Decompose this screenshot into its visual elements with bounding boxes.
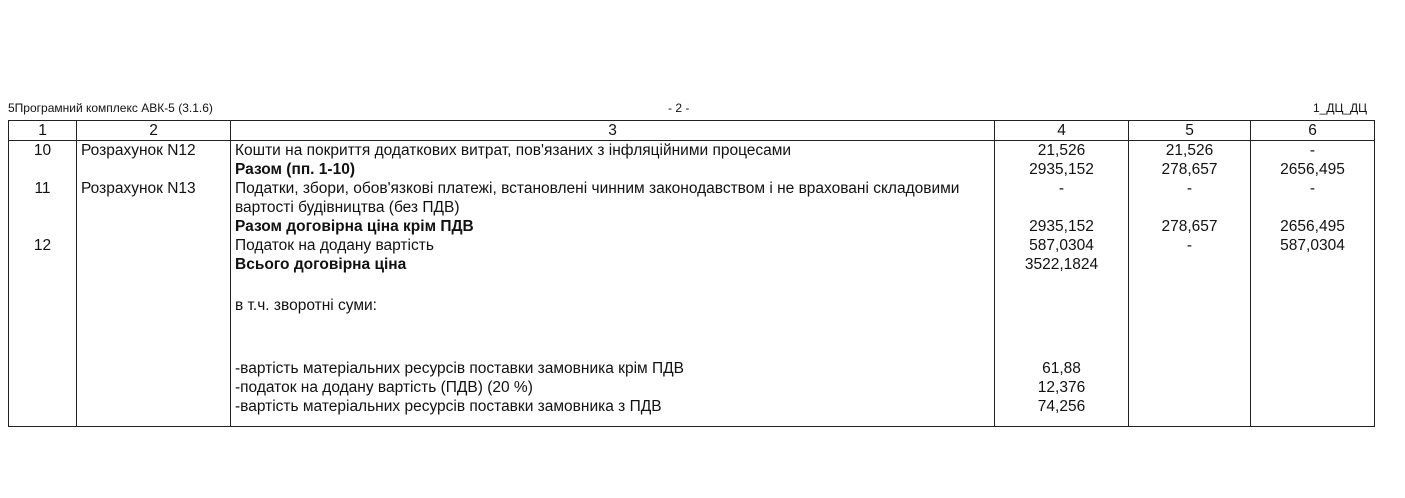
- calculation-ref: [77, 397, 231, 416]
- value-col-5: [1129, 397, 1251, 416]
- value-col-5: -: [1129, 179, 1251, 217]
- value-col-5: 21,526: [1129, 141, 1251, 161]
- page-number: - 2 -: [668, 101, 690, 115]
- spacer-row: [9, 416, 1375, 427]
- value-col-4: [995, 296, 1129, 315]
- calculation-ref: [77, 296, 231, 315]
- value-col-4: 2935,152: [995, 160, 1129, 179]
- document-code: 1_ДЦ_ДЦ: [1312, 101, 1367, 115]
- value-col-6: [1251, 255, 1375, 274]
- row-description: Разом договірна ціна крім ПДВ: [231, 217, 995, 236]
- value-col-6: [1251, 378, 1375, 397]
- value-col-6: 587,0304: [1251, 236, 1375, 255]
- row-number: 11: [9, 179, 77, 217]
- table-row: [9, 236, 1375, 255]
- value-col-6: 2656,495: [1251, 160, 1375, 179]
- row-number: 10: [9, 141, 77, 161]
- calculation-ref: Розрахунок N13: [77, 179, 231, 217]
- value-col-4: 61,88: [995, 359, 1129, 378]
- table-row: [9, 359, 1375, 378]
- table-row: [9, 141, 1375, 161]
- value-col-4: 587,0304: [995, 236, 1129, 255]
- page-header: [0, 101, 1405, 117]
- value-col-5: [1129, 378, 1251, 397]
- value-col-6: [1251, 359, 1375, 378]
- value-col-5: -: [1129, 236, 1251, 255]
- value-col-5: [1129, 359, 1251, 378]
- table-row: [9, 296, 1375, 315]
- value-col-6: -: [1251, 141, 1375, 161]
- value-col-6: [1251, 296, 1375, 315]
- calculation-ref: [77, 236, 231, 255]
- calculation-ref: [77, 255, 231, 274]
- value-col-4: 3522,1824: [995, 255, 1129, 274]
- estimate-table: [8, 120, 1375, 427]
- col-header-6: 6: [1251, 121, 1375, 141]
- value-col-4: 2935,152: [995, 217, 1129, 236]
- row-description: Кошти на покриття додаткових витрат, пов'язаних з інфляційними процесами: [231, 141, 995, 161]
- row-number: [9, 378, 77, 397]
- col-header-2: 2: [77, 121, 231, 141]
- value-col-6: [1251, 397, 1375, 416]
- calculation-ref: [77, 217, 231, 236]
- table-row: [9, 378, 1375, 397]
- value-col-6: 2656,495: [1251, 217, 1375, 236]
- row-number: [9, 296, 77, 315]
- software-name: 5Програмний комплекс АВК-5 (3.1.6): [8, 101, 213, 115]
- row-number: [9, 217, 77, 236]
- value-col-6: -: [1251, 179, 1375, 217]
- col-header-3: 3: [231, 121, 995, 141]
- row-description: Всього договірна ціна: [231, 255, 995, 274]
- table-row: [9, 217, 1375, 236]
- value-col-4: 21,526: [995, 141, 1129, 161]
- row-number: [9, 359, 77, 378]
- col-header-4: 4: [995, 121, 1129, 141]
- table-row: [9, 179, 1375, 217]
- table-row: [9, 255, 1375, 274]
- col-header-1: 1: [9, 121, 77, 141]
- row-description: -вартість матеріальних ресурсів поставки замовника з ПДВ: [231, 397, 995, 416]
- value-col-4: 12,376: [995, 378, 1129, 397]
- calculation-ref: [77, 160, 231, 179]
- row-description: -вартість матеріальних ресурсів поставки замовника крім ПДВ: [231, 359, 995, 378]
- value-col-5: 278,657: [1129, 160, 1251, 179]
- table-row: [9, 397, 1375, 416]
- row-description: -податок на додану вартість (ПДВ) (20 %): [231, 378, 995, 397]
- value-col-5: 278,657: [1129, 217, 1251, 236]
- spacer-row: [9, 274, 1375, 296]
- row-description: в т.ч. зворотні суми:: [231, 296, 995, 315]
- table-row: [9, 160, 1375, 179]
- row-number: [9, 397, 77, 416]
- value-col-5: [1129, 296, 1251, 315]
- row-number: [9, 255, 77, 274]
- row-description: Податки, збори, обов'язкові платежі, встановлені чинним законодавством і не враховані складовими вартості будівництва (без ПДВ): [231, 179, 995, 217]
- col-header-5: 5: [1129, 121, 1251, 141]
- row-description: Податок на додану вартість: [231, 236, 995, 255]
- row-number: 12: [9, 236, 77, 255]
- calculation-ref: Розрахунок N12: [77, 141, 231, 161]
- value-col-4: 74,256: [995, 397, 1129, 416]
- row-description: Разом (пп. 1-10): [231, 160, 995, 179]
- calculation-ref: [77, 378, 231, 397]
- header-row: [9, 121, 1375, 141]
- calculation-ref: [77, 359, 231, 378]
- row-number: [9, 160, 77, 179]
- spacer-row: [9, 315, 1375, 359]
- value-col-4: -: [995, 179, 1129, 217]
- value-col-5: [1129, 255, 1251, 274]
